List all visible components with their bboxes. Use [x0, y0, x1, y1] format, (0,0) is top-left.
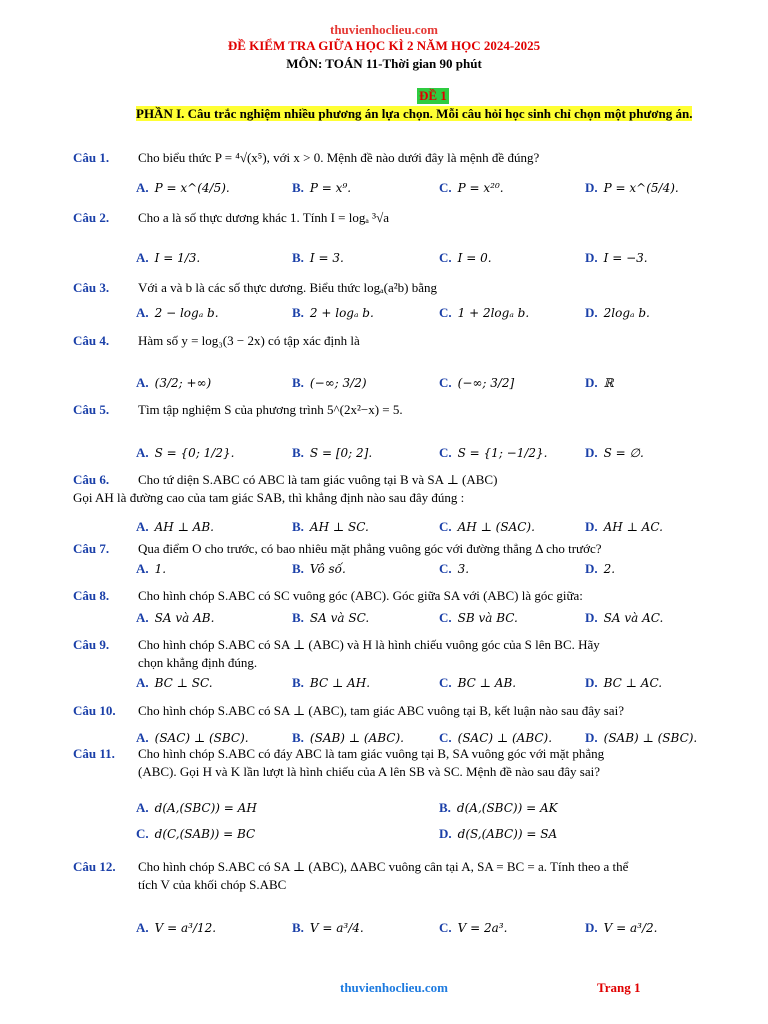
answer-option[interactable]: [585, 445, 644, 461]
option-text: (3/2; +∞): [154, 376, 212, 390]
option-text: SB và BC.: [457, 611, 518, 625]
option-text: V = a³/4.: [309, 921, 364, 935]
option-text: P = x^(4/5).: [154, 181, 230, 195]
option-text: V = a³/2.: [603, 921, 658, 935]
question-number: Câu 7.: [73, 541, 110, 556]
option-label: C.: [439, 920, 452, 935]
option-text: SA và AC.: [603, 611, 664, 625]
option-label: A.: [136, 675, 149, 690]
option-text: AH ⊥ AC.: [603, 520, 663, 534]
option-text: 2 − logₐ b.: [154, 306, 219, 320]
answer-option[interactable]: [585, 180, 679, 196]
question-number: Câu 2.: [73, 210, 110, 225]
answer-option[interactable]: [439, 920, 507, 936]
answer-option[interactable]: [136, 180, 230, 196]
exam-title: ĐỀ KIỂM TRA GIỮA HỌC KÌ 2 NĂM HỌC 2024-2025: [227, 38, 541, 53]
question-text: Cho hình chóp S.ABC có SA ⊥ (ABC) và H là hình chiếu vuông góc của S lên BC. Hãy: [138, 637, 600, 652]
question-text: Cho tứ diện S.ABC có ABC là tam giác vuông tại B và SA ⊥ (ABC): [138, 472, 498, 487]
option-label: B.: [292, 675, 304, 690]
question-text: Cho biểu thức P = ⁴√(x⁵), với x > 0. Mệnh đề nào dưới đây là mệnh đề đúng?: [138, 150, 540, 165]
option-label: D.: [585, 375, 598, 390]
question-number: Câu 6.: [73, 472, 110, 487]
option-text: I = 0.: [457, 251, 492, 265]
option-label: B.: [292, 445, 304, 460]
question-text-line2: (ABC). Gọi H và K lần lượt là hình chiếu của A lên SB và SC. Mệnh đề nào sau đây sai?: [138, 764, 600, 779]
question-number: Câu 1.: [73, 150, 110, 165]
option-text: (SAC) ⊥ (ABC).: [457, 731, 553, 745]
question-number: Câu 11.: [73, 746, 115, 761]
option-text: (SAB) ⊥ (SBC).: [603, 731, 698, 745]
question-text: Cho hình chóp S.ABC có SA ⊥ (ABC), tam giác ABC vuông tại B, kết luận nào sau đây sai?: [138, 703, 624, 718]
option-text: I = 1/3.: [154, 251, 201, 265]
option-text: 1 + 2logₐ b.: [457, 306, 530, 320]
answer-option[interactable]: [292, 180, 351, 196]
answer-option[interactable]: [292, 610, 369, 626]
answer-option[interactable]: [439, 826, 557, 842]
question-number: Câu 3.: [73, 280, 110, 295]
answer-option[interactable]: [585, 920, 657, 936]
option-text: ℝ: [603, 376, 614, 390]
option-label: A.: [136, 519, 149, 534]
answer-option[interactable]: [136, 610, 214, 626]
option-text: S = {0; 1/2}.: [154, 446, 235, 460]
option-text: 2.: [603, 562, 616, 576]
option-label: B.: [292, 250, 304, 265]
option-label: D.: [585, 730, 598, 745]
option-label: C.: [439, 561, 452, 576]
option-label: D.: [585, 675, 598, 690]
option-text: d(C,(SAB)) = BC: [154, 827, 256, 841]
option-label: A.: [136, 920, 149, 935]
answer-option[interactable]: [136, 675, 213, 691]
option-label: D.: [585, 610, 598, 625]
option-text: d(S,(ABC)) = SA: [457, 827, 558, 841]
option-label: C.: [439, 610, 452, 625]
option-text: P = x²⁰.: [457, 181, 504, 195]
option-text: V = 2a³.: [457, 921, 508, 935]
question-text: Cho hình chóp S.ABC có SC vuông góc (ABC). Góc giữa SA với (ABC) là góc giữa:: [138, 588, 583, 603]
answer-option[interactable]: [136, 800, 257, 816]
option-text: 2 + logₐ b.: [309, 306, 374, 320]
option-label: C.: [439, 519, 452, 534]
option-text: SA và AB.: [154, 611, 215, 625]
question-text: Cho a là số thực dương khác 1. Tính I = logₐ ³√a: [138, 210, 389, 225]
option-text: BC ⊥ SC.: [154, 676, 213, 690]
option-text: BC ⊥ AC.: [603, 676, 663, 690]
option-text: S = {1; −1/2}.: [457, 446, 548, 460]
option-label: C.: [136, 826, 149, 841]
option-label: A.: [136, 800, 149, 815]
question-text: Qua điểm O cho trước, có bao nhiêu mặt phẳng vuông góc với đường thẳng Δ cho trước?: [138, 541, 602, 556]
option-text: Vô số.: [309, 562, 346, 576]
question-text-line2: chọn khẳng định đúng.: [138, 655, 258, 670]
option-text: SA và SC.: [309, 611, 370, 625]
answer-option[interactable]: [439, 561, 469, 577]
answer-option[interactable]: [585, 519, 663, 535]
question-text: Với a và b là các số thực dương. Biểu thức logₐ(a²b) bằng: [138, 280, 438, 295]
answer-option[interactable]: [585, 610, 663, 626]
option-text: 2logₐ b.: [603, 306, 650, 320]
answer-option[interactable]: [292, 519, 369, 535]
option-text: BC ⊥ AH.: [309, 676, 371, 690]
question-text-line2: Gọi AH là đường cao của tam giác SAB, thì khẳng định nào sau đây đúng :: [73, 490, 465, 505]
answer-option[interactable]: [585, 375, 614, 391]
answer-option[interactable]: [585, 730, 697, 746]
question-text-line2: tích V của khối chóp S.ABC: [138, 877, 287, 892]
answer-option[interactable]: [585, 675, 662, 691]
option-label: A.: [136, 445, 149, 460]
answer-option[interactable]: [439, 375, 514, 391]
option-label: B.: [292, 561, 304, 576]
option-label: B.: [292, 730, 304, 745]
option-label: B.: [292, 305, 304, 320]
answer-option[interactable]: [136, 375, 211, 391]
option-text: (SAB) ⊥ (ABC).: [309, 731, 404, 745]
option-label: D.: [439, 826, 452, 841]
option-text: d(A,(SBC)) = AH: [154, 801, 257, 815]
option-label: A.: [136, 730, 149, 745]
answer-option[interactable]: [292, 561, 346, 577]
option-label: D.: [585, 920, 598, 935]
answer-option[interactable]: [292, 305, 374, 321]
option-text: (−∞; 3/2]: [457, 376, 515, 390]
page-number: Trang 1: [597, 980, 641, 995]
option-label: C.: [439, 305, 452, 320]
subject-line: MÔN: TOÁN 11-Thời gian 90 phút: [286, 56, 482, 71]
answer-option[interactable]: [439, 800, 558, 816]
option-label: A.: [136, 610, 149, 625]
answer-option[interactable]: [292, 445, 372, 461]
option-label: B.: [292, 610, 304, 625]
option-text: 1.: [154, 562, 167, 576]
option-text: AH ⊥ (SAC).: [457, 520, 535, 534]
answer-option[interactable]: [136, 826, 255, 842]
answer-option[interactable]: [292, 675, 370, 691]
option-text: AH ⊥ AB.: [154, 520, 214, 534]
question-number: Câu 4.: [73, 333, 110, 348]
answer-option[interactable]: [439, 519, 535, 535]
option-label: D.: [585, 180, 598, 195]
answer-option[interactable]: [439, 180, 504, 196]
option-label: C.: [439, 445, 452, 460]
option-label: C.: [439, 180, 452, 195]
option-label: A.: [136, 180, 149, 195]
answer-option[interactable]: [292, 375, 367, 391]
option-label: D.: [585, 561, 598, 576]
answer-option[interactable]: [439, 250, 492, 266]
option-text: d(A,(SBC)) = AK: [456, 801, 558, 815]
option-label: B.: [292, 180, 304, 195]
answer-option[interactable]: [136, 561, 166, 577]
question-number: Câu 8.: [73, 588, 110, 603]
answer-option[interactable]: [292, 920, 364, 936]
option-label: A.: [136, 305, 149, 320]
answer-option[interactable]: [439, 305, 529, 321]
option-label: C.: [439, 250, 452, 265]
option-text: I = 3.: [309, 251, 344, 265]
question-number: Câu 5.: [73, 402, 110, 417]
answer-option[interactable]: [439, 445, 548, 461]
option-text: (SAC) ⊥ (SBC).: [154, 731, 249, 745]
option-text: S = [0; 2].: [309, 446, 373, 460]
option-label: A.: [136, 561, 149, 576]
option-label: D.: [585, 445, 598, 460]
option-text: I = −3.: [603, 251, 648, 265]
option-label: C.: [439, 675, 452, 690]
answer-option[interactable]: [439, 675, 516, 691]
option-label: D.: [585, 519, 598, 534]
option-label: D.: [585, 250, 598, 265]
answer-option[interactable]: [136, 305, 219, 321]
question-text: Cho hình chóp S.ABC có đáy ABC là tam giác vuông tại B, SA vuông góc với mặt phẳng: [138, 746, 605, 761]
option-label: D.: [585, 305, 598, 320]
answer-option[interactable]: [585, 250, 648, 266]
question-text: Hàm số y = log₃(3 − 2x) có tập xác định là: [138, 333, 360, 348]
answer-option[interactable]: [585, 305, 650, 321]
answer-option[interactable]: [136, 920, 216, 936]
site-name: thuvienhoclieu.com: [330, 22, 438, 37]
answer-option[interactable]: [292, 730, 404, 746]
question-text: Tìm tập nghiệm S của phương trình 5^(2x²−x) = 5.: [138, 402, 403, 417]
option-label: A.: [136, 250, 149, 265]
option-text: S = ∅.: [603, 446, 644, 460]
option-label: B.: [292, 920, 304, 935]
answer-option[interactable]: [136, 730, 249, 746]
option-text: P = x^(5/4).: [603, 181, 679, 195]
question-number: Câu 12.: [73, 859, 116, 874]
answer-option[interactable]: [136, 445, 234, 461]
option-text: 3.: [457, 562, 470, 576]
answer-option[interactable]: [136, 519, 214, 535]
option-label: C.: [439, 375, 452, 390]
option-label: A.: [136, 375, 149, 390]
option-label: B.: [292, 375, 304, 390]
answer-option[interactable]: [439, 730, 552, 746]
answer-option[interactable]: [439, 610, 518, 626]
option-text: BC ⊥ AB.: [457, 676, 517, 690]
option-text: AH ⊥ SC.: [309, 520, 369, 534]
footer-site: thuvienhoclieu.com: [340, 980, 448, 995]
answer-option[interactable]: [585, 561, 615, 577]
option-label: B.: [292, 519, 304, 534]
option-text: V = a³/12.: [154, 921, 217, 935]
answer-option[interactable]: [292, 250, 344, 266]
option-text: (−∞; 3/2): [309, 376, 367, 390]
option-label: B.: [439, 800, 451, 815]
question-text: Cho hình chóp S.ABC có SA ⊥ (ABC), ΔABC vuông cân tại A, SA = BC = a. Tính theo a thể: [138, 859, 629, 874]
de-label: ĐỀ 1: [419, 88, 447, 103]
question-number: Câu 9.: [73, 637, 110, 652]
answer-option[interactable]: [136, 250, 200, 266]
option-text: P = x⁹.: [309, 181, 352, 195]
option-label: C.: [439, 730, 452, 745]
question-number: Câu 10.: [73, 703, 116, 718]
part1-heading: PHẦN I. Câu trắc nghiệm nhiều phương án lựa chọn. Mỗi câu hỏi học sinh chỉ chọn một phương án.: [136, 106, 693, 121]
